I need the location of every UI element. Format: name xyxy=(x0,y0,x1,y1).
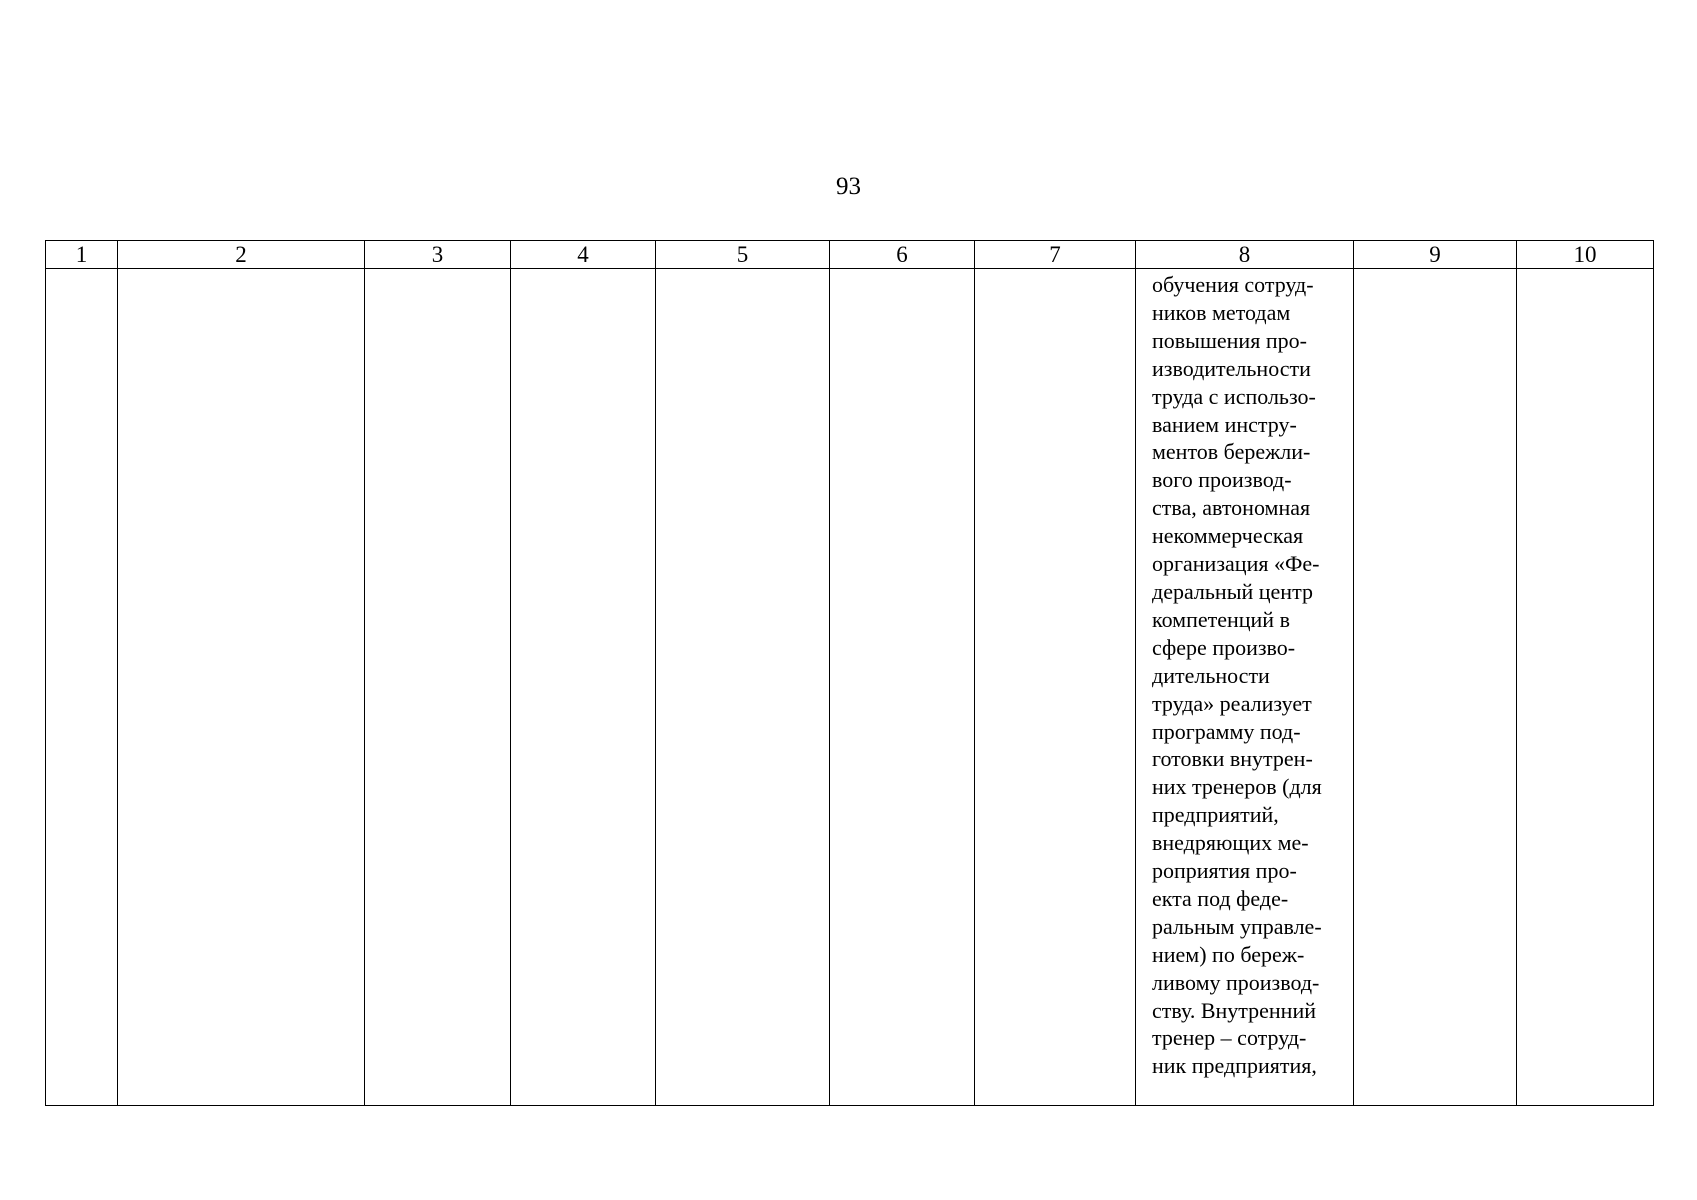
text-line: некоммерческая xyxy=(1152,523,1304,549)
column-header-9: 9 xyxy=(1354,241,1517,269)
column-header-10: 10 xyxy=(1517,241,1654,269)
cell-col-1 xyxy=(46,269,118,1106)
text-line: сфере произво- xyxy=(1152,634,1296,660)
column-header-2: 2 xyxy=(118,241,365,269)
text-line: екта под феде- xyxy=(1152,885,1289,911)
text-line: тренер – сотруд- xyxy=(1152,1025,1307,1051)
text-line: обучения сотруд- xyxy=(1152,272,1314,297)
text-line: ства, автономная xyxy=(1152,495,1311,521)
text-line: компетенций в xyxy=(1152,606,1290,632)
cell-col-3 xyxy=(365,269,511,1106)
cell-col-8-text xyxy=(1136,269,1353,1080)
text-line: программу под- xyxy=(1152,718,1301,744)
table-row xyxy=(46,269,1654,1106)
cell-col-7 xyxy=(975,269,1136,1106)
text-line: вого производ- xyxy=(1152,467,1292,493)
column-header-6: 6 xyxy=(830,241,975,269)
text-line: ментов бережли- xyxy=(1152,439,1311,465)
text-line: ник предприятия, xyxy=(1152,1053,1317,1079)
cell-col-4 xyxy=(511,269,656,1106)
column-header-3: 3 xyxy=(365,241,511,269)
text-line: ников методам xyxy=(1152,299,1291,325)
cell-col-6 xyxy=(830,269,975,1106)
cell-col-5 xyxy=(656,269,830,1106)
text-line: внедряющих ме- xyxy=(1152,830,1309,856)
document-table xyxy=(45,240,1654,1106)
text-line: них тренеров (для xyxy=(1152,774,1322,800)
text-line: нием) по береж- xyxy=(1152,941,1305,967)
cell-col-2 xyxy=(118,269,365,1106)
text-line: труда» реализует xyxy=(1152,690,1312,716)
cell-col-10 xyxy=(1517,269,1654,1106)
column-header-7: 7 xyxy=(975,241,1136,269)
text-line: предприятий, xyxy=(1152,802,1279,828)
column-header-5: 5 xyxy=(656,241,830,269)
text-line: повышения про- xyxy=(1152,327,1307,353)
text-line: ральным управле- xyxy=(1152,913,1322,939)
text-line: труда с использо- xyxy=(1152,383,1316,409)
column-header-1: 1 xyxy=(46,241,118,269)
cell-col-8 xyxy=(1136,269,1354,1106)
cell-col-9 xyxy=(1354,269,1517,1106)
table-header-row xyxy=(46,241,1654,269)
page-number: 93 xyxy=(836,173,861,200)
text-line: роприятия про- xyxy=(1152,858,1297,884)
text-line: дительности xyxy=(1152,662,1270,688)
column-header-4: 4 xyxy=(511,241,656,269)
text-line: деральный центр xyxy=(1152,578,1313,604)
text-line: организация «Фе- xyxy=(1152,551,1320,577)
column-header-8: 8 xyxy=(1136,241,1354,269)
text-line: ству. Внутренний xyxy=(1152,997,1317,1023)
text-line: ванием инстру- xyxy=(1152,411,1297,437)
text-line: готовки внутрен- xyxy=(1152,746,1313,772)
text-line: ливому производ- xyxy=(1152,969,1320,995)
text-line: изводительности xyxy=(1152,355,1311,381)
